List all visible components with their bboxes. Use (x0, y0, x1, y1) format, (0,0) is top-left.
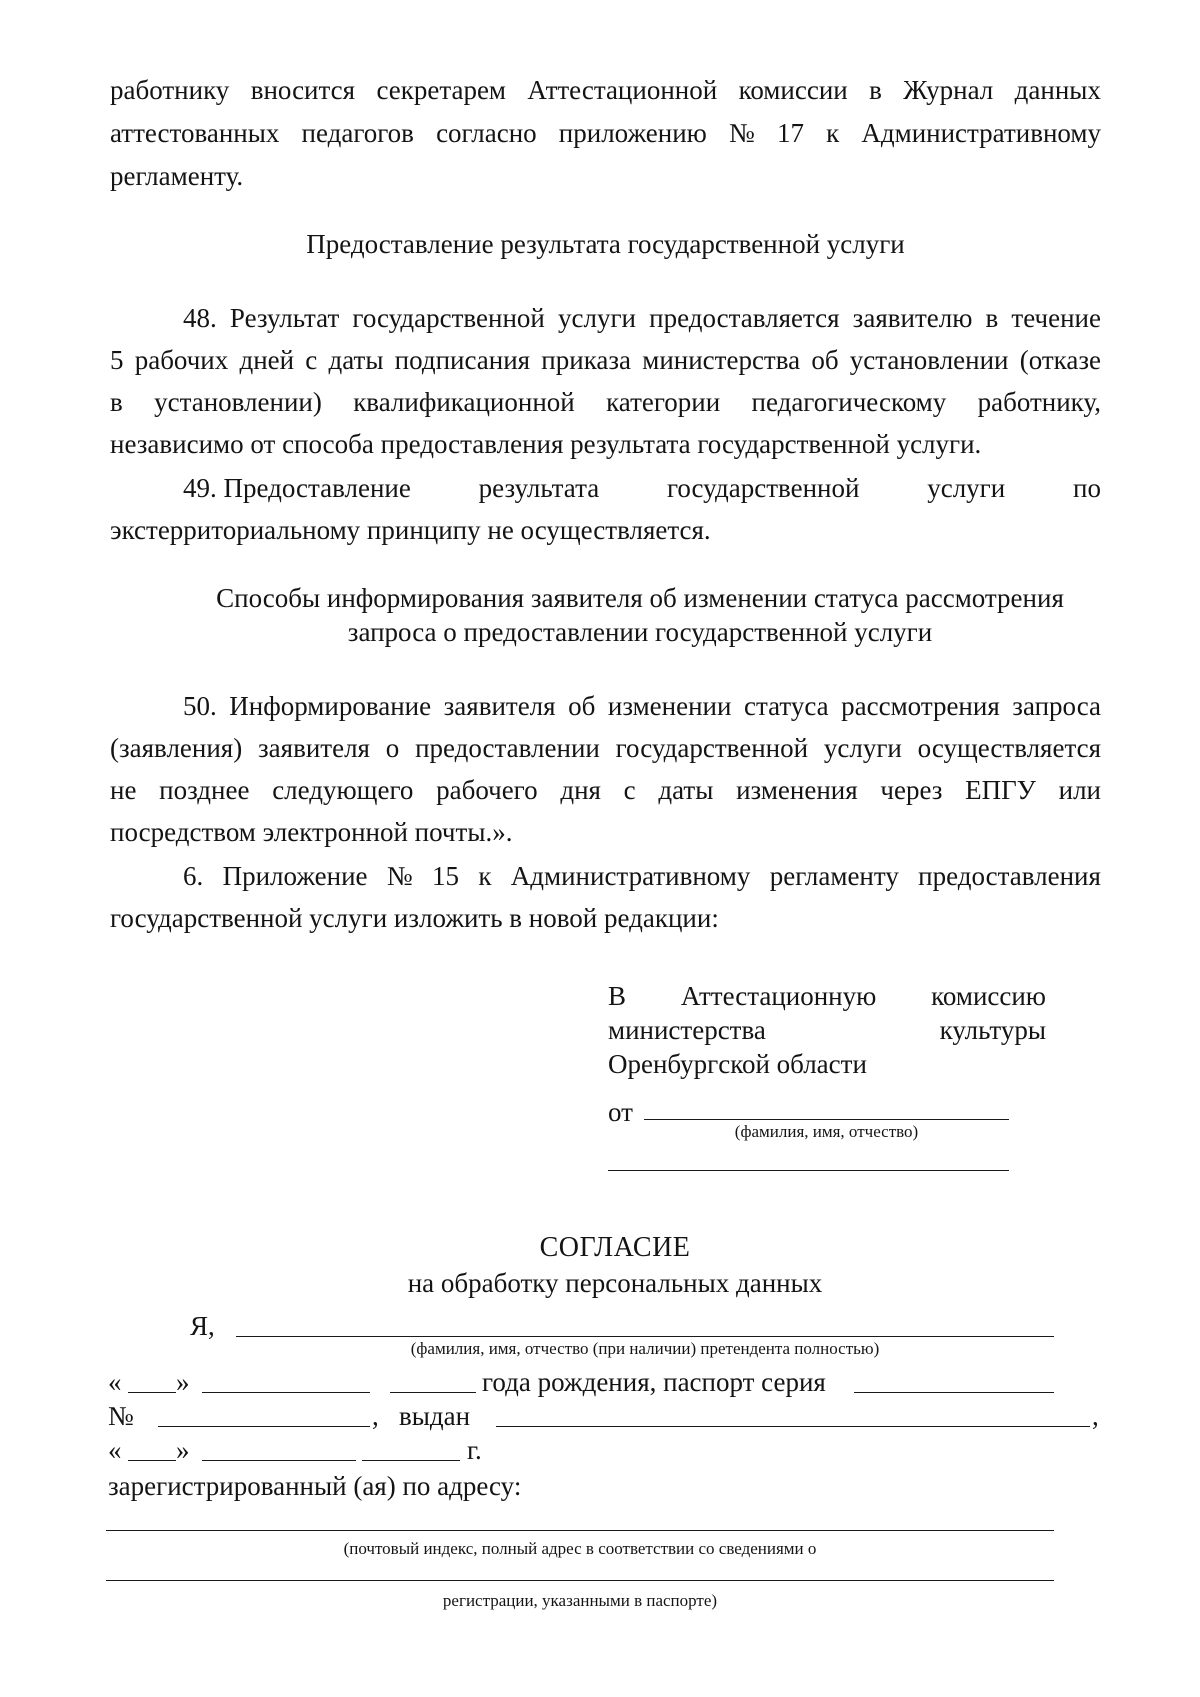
issue-quote-close: » (176, 1435, 190, 1465)
word: не (110, 775, 137, 805)
word: результата (478, 473, 600, 503)
addressee-name-caption: (фамилия, имя, отчество) (734, 1122, 919, 1141)
word: категории (606, 387, 721, 417)
word: работнику (110, 75, 230, 105)
word: педагогов (301, 118, 414, 148)
word: следующего (272, 775, 414, 805)
top-paragraph-line-1 (110, 70, 1101, 110)
word: или (1058, 775, 1101, 805)
issue-year-abbr: г. (467, 1435, 482, 1465)
passport-issued-line (496, 1426, 1090, 1427)
registered-label: зарегистрированный (ая) по адресу: (108, 1471, 522, 1501)
word: согласно (436, 118, 537, 148)
word: Аттестационную (680, 981, 877, 1011)
para48-line-2: 5 рабочих дней с даты подписания приказа министерства об установлении (отказе (110, 345, 1101, 375)
word: установлении) (154, 387, 322, 417)
word: по (1073, 473, 1101, 503)
addressee-name-line (644, 1119, 1009, 1120)
word: регламенту (769, 861, 899, 891)
passport-number-comma: , (372, 1401, 379, 1431)
word: позднее (159, 775, 250, 805)
word: ЕПГУ (965, 775, 1036, 805)
passport-issued-comma: , (1092, 1401, 1099, 1431)
birth-text: года рождения, паспорт серия (482, 1367, 826, 1397)
word: с (623, 775, 636, 805)
para48-line-4: независимо от способа предоставления результата государственной услуги. (110, 429, 982, 459)
word: в (110, 387, 123, 417)
issue-year-line (362, 1460, 460, 1461)
consent-name-caption: (фамилия, имя, отчество (при наличии) претендента полностью) (410, 1339, 880, 1358)
word: услуги (927, 473, 1006, 503)
word: В (608, 981, 627, 1011)
para48-line-1: 48. Результат государственной услуги предоставляется заявителю в течение (183, 303, 1101, 333)
word: к (826, 118, 840, 148)
word: педагогическому (751, 387, 947, 417)
consent-subtitle: на обработку персональных данных (407, 1268, 823, 1298)
word: приложению (558, 118, 707, 148)
para48-line-3 (110, 382, 1101, 422)
word: культуры (939, 1015, 1046, 1045)
para50-line-2: (заявления) заявителя о предоставлении государственной услуги осуществляется (110, 733, 1101, 763)
word: комиссию (931, 981, 1046, 1011)
address-caption-2: регистрации, указанными в паспорте) (442, 1591, 718, 1610)
word: к (478, 861, 492, 891)
word: изменения (736, 775, 858, 805)
para6-line-1 (183, 856, 1101, 896)
para50-line-1: 50. Информирование заявителя об изменении статуса рассмотрения запроса (183, 691, 1101, 721)
word: Приложение (222, 861, 368, 891)
word: аттестованных (110, 118, 280, 148)
address-line-1 (106, 1530, 1054, 1531)
birth-month-line (202, 1392, 370, 1393)
word: через (880, 775, 943, 805)
word: даты (658, 775, 714, 805)
consent-title: СОГЛАСИЕ (539, 1232, 691, 1263)
word: вносится (250, 75, 356, 105)
para49-line-2: экстерриториальному принципу не осуществляется. (110, 515, 711, 545)
top-paragraph-line-2 (110, 113, 1101, 153)
word: в (869, 75, 882, 105)
word: комиссии (738, 75, 848, 105)
word: государственной (666, 473, 860, 503)
word: Административному (510, 861, 751, 891)
word: министерства (608, 1015, 766, 1045)
consent-name-line (236, 1336, 1054, 1337)
addressee-extra-line (608, 1170, 1009, 1171)
word: работнику, (977, 387, 1101, 417)
addressee-from-label: от (608, 1097, 633, 1127)
para50-line-4: посредством электронной почты.». (110, 817, 513, 847)
word: Аттестационной (527, 75, 718, 105)
para50-line-3 (110, 770, 1101, 810)
top-paragraph-line-3: регламенту. (110, 161, 244, 191)
word: № (729, 118, 755, 148)
heading-status-line-1: Способы информирования заявителя об изменении статуса рассмотрения (216, 583, 1064, 613)
address-line-2 (106, 1580, 1054, 1581)
birth-quote-close: » (176, 1367, 190, 1397)
address-caption-1: (почтовый индекс, полный адрес в соответствии со сведениями о (343, 1539, 817, 1558)
para6-line-2: государственной услуги изложить в новой редакции: (110, 903, 719, 933)
birth-day-line (128, 1392, 176, 1393)
word: предоставления (918, 861, 1101, 891)
heading-status-line-2: запроса о предоставлении государственной услуги (347, 617, 933, 647)
passport-number-line (158, 1426, 370, 1427)
passport-number-sign: № (108, 1401, 134, 1431)
word: рабочего (436, 775, 538, 805)
issue-quote-open: « (108, 1435, 122, 1465)
word: Административному (861, 118, 1101, 148)
word: 15 (431, 861, 459, 891)
word: данных (1014, 75, 1101, 105)
word: № (386, 861, 413, 891)
para49-line-1 (183, 468, 1101, 508)
passport-series-line (854, 1392, 1054, 1393)
word: Журнал (903, 75, 994, 105)
birth-quote-open: « (108, 1367, 122, 1397)
word: квалификационной (353, 387, 575, 417)
word: 17 (776, 118, 804, 148)
word: 6. (183, 861, 204, 891)
issue-month-line (202, 1460, 356, 1461)
passport-issued-label: выдан (399, 1401, 471, 1431)
word: дня (560, 775, 601, 805)
addressee-line-3: Оренбургской области (608, 1049, 867, 1079)
issue-day-line (128, 1460, 176, 1461)
birth-year-line (390, 1392, 476, 1393)
word: 49. Предоставление (183, 473, 411, 503)
word: секретарем (376, 75, 507, 105)
heading-result: Предоставление результата государственной услуги (306, 229, 905, 259)
consent-i-label: Я, (190, 1311, 215, 1341)
